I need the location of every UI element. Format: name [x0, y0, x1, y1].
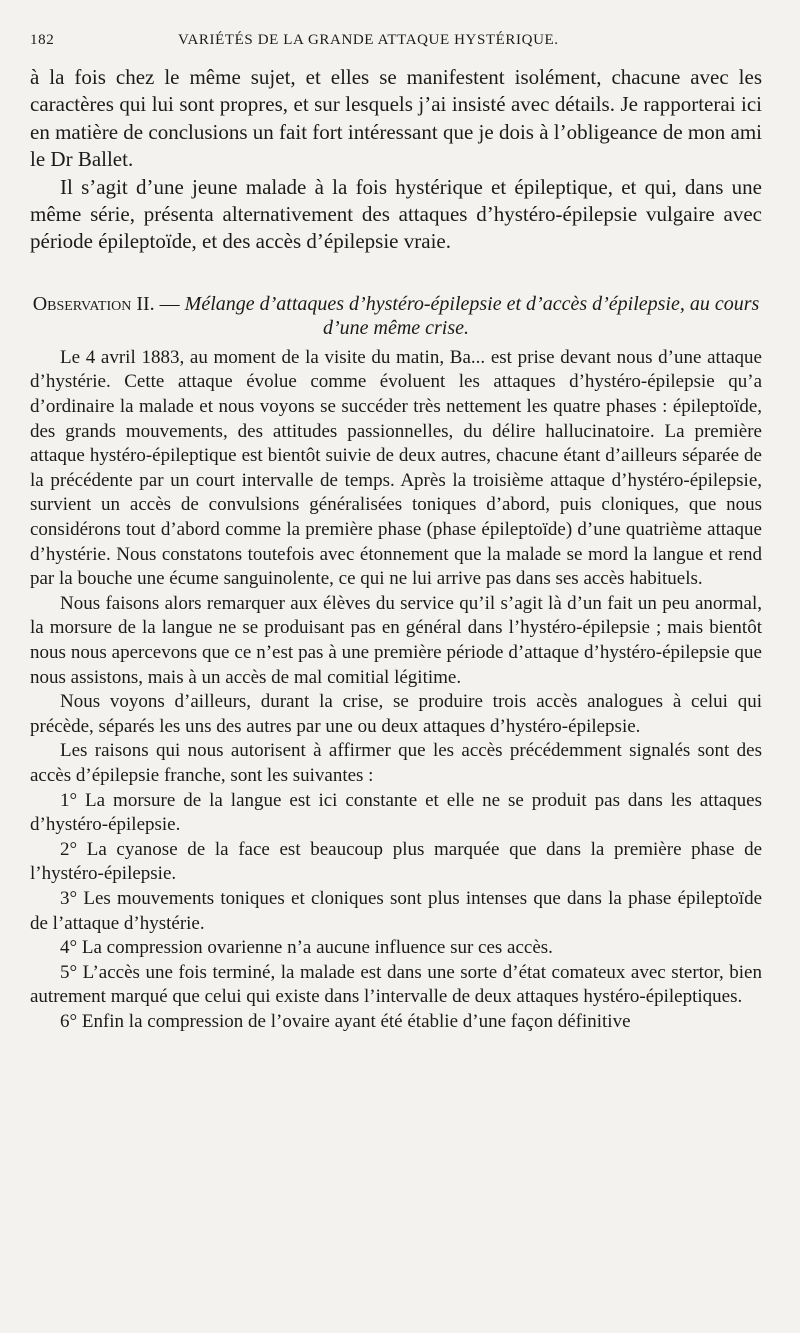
observation-paragraph-3: Nous voyons d’ailleurs, durant la crise, se produire trois accès analogues à celui qui précède, séparés les uns des autres par une ou deux attaques d’hystéro-épilepsie.: [30, 691, 762, 737]
observation-title: Mélange d’attaques d’hystéro-épilepsie et d’accès d’épilepsie, au cours d’une même crise.: [184, 292, 760, 339]
intro-paragraph-2: Il s’agit d’une jeune malade à la fois hystérique et épileptique, et qui, dans une même série, présenta alternativement des attaques d’hystéro-épilepsie vulgaire avec période épileptoïde, et des accès d’épilepsie vraie.: [30, 174, 762, 254]
intro-paragraph-1: à la fois chez le même sujet, et elles se manifestent isolément, chacune avec les caractères qui lui sont propres, et sur lesquels j’ai insisté avec détails. Je rapporterai ici en matière de conclusions un fait fort intéressant que je dois à l’obligeance de mon ami le Dr Ballet.: [30, 65, 762, 172]
observation-body: [30, 346, 762, 1035]
observation-dash: —: [154, 292, 185, 315]
observation-paragraph-1: Le 4 avril 1883, au moment de la visite du matin, Ba... est prise devant nous d’une attaque d’hystérie. Cette attaque évolue comme évoluent les attaques d’hystéro-épilepsie qu’a d’ordinaire la malade et nous voyons se succéder très nettement les quatre phases : épileptoïde, des grands mouvements, des attitudes passionnelles, du délire hallucinatoire. La première attaque hystéro-épileptique est bientôt suivie de deux autres, chacune étant d’ailleurs séparée de la précédente par un court intervalle de temps. Après la troisième attaque d’hystéro-épilepsie, survient un accès de convulsions généralisées toniques d’abord, puis cloniques, que nous considérons tout d’abord comme la première phase (phase épileptoïde) d’une quatrième attaque d’hystérie. Nous constatons toutefois avec étonnement que la malade se mord la langue et rend par la bouche une écume sanguinolente, ce qui ne lui arrive pas dans ses accès habituels.: [30, 346, 762, 590]
page-number: 182: [30, 32, 55, 48]
observation-heading: [30, 292, 762, 340]
observation-paragraph-4: Les raisons qui nous autorisent à affirmer que les accès précédemment signalés sont des accès d’épilepsie franche, sont les suivantes :: [30, 740, 762, 786]
page-header: [30, 30, 762, 64]
list-item-3: 3° Les mouvements toniques et cloniques sont plus intenses que dans la phase épileptoïde de l’attaque d’hystérie.: [30, 887, 762, 934]
list-item-4: 4° La compression ovarienne n’a aucune influence sur ces accès.: [60, 937, 553, 959]
book-page: [30, 30, 762, 1034]
list-item-6: 6° Enfin la compression de l’ovaire ayant été établie d’une façon définitive: [60, 1010, 631, 1032]
observation-label: Observation II.: [32, 292, 155, 315]
intro-text: [30, 64, 762, 256]
running-title: VARIÉTÉS DE LA GRANDE ATTAQUE HYSTÉRIQUE.: [178, 32, 559, 48]
list-item-1: 1° La morsure de la langue est ici constante et elle ne se produit pas dans les attaques d’hystéro-épilepsie.: [30, 789, 762, 836]
list-item-2: 2° La cyanose de la face est beaucoup plus marquée que dans la première phase de l’hystéro-épilepsie.: [30, 838, 762, 885]
observation-paragraph-2: Nous faisons alors remarquer aux élèves du service qu’il s’agit là d’un fait un peu anormal, la morsure de la langue ne se produisant pas en général dans l’hystéro-épilepsie ; mais bientôt nous nous apercevons que ce n’est pas à une première période d’attaque d’hystéro-épilepsie que nous assistons, mais à un accès de mal comitial légitime.: [30, 592, 762, 688]
list-item-5: 5° L’accès une fois terminé, la malade est dans une sorte d’état comateux avec stertor, bien autrement marqué que celui qui existe dans l’intervalle de deux attaques hystéro-épileptiques.: [30, 961, 762, 1008]
